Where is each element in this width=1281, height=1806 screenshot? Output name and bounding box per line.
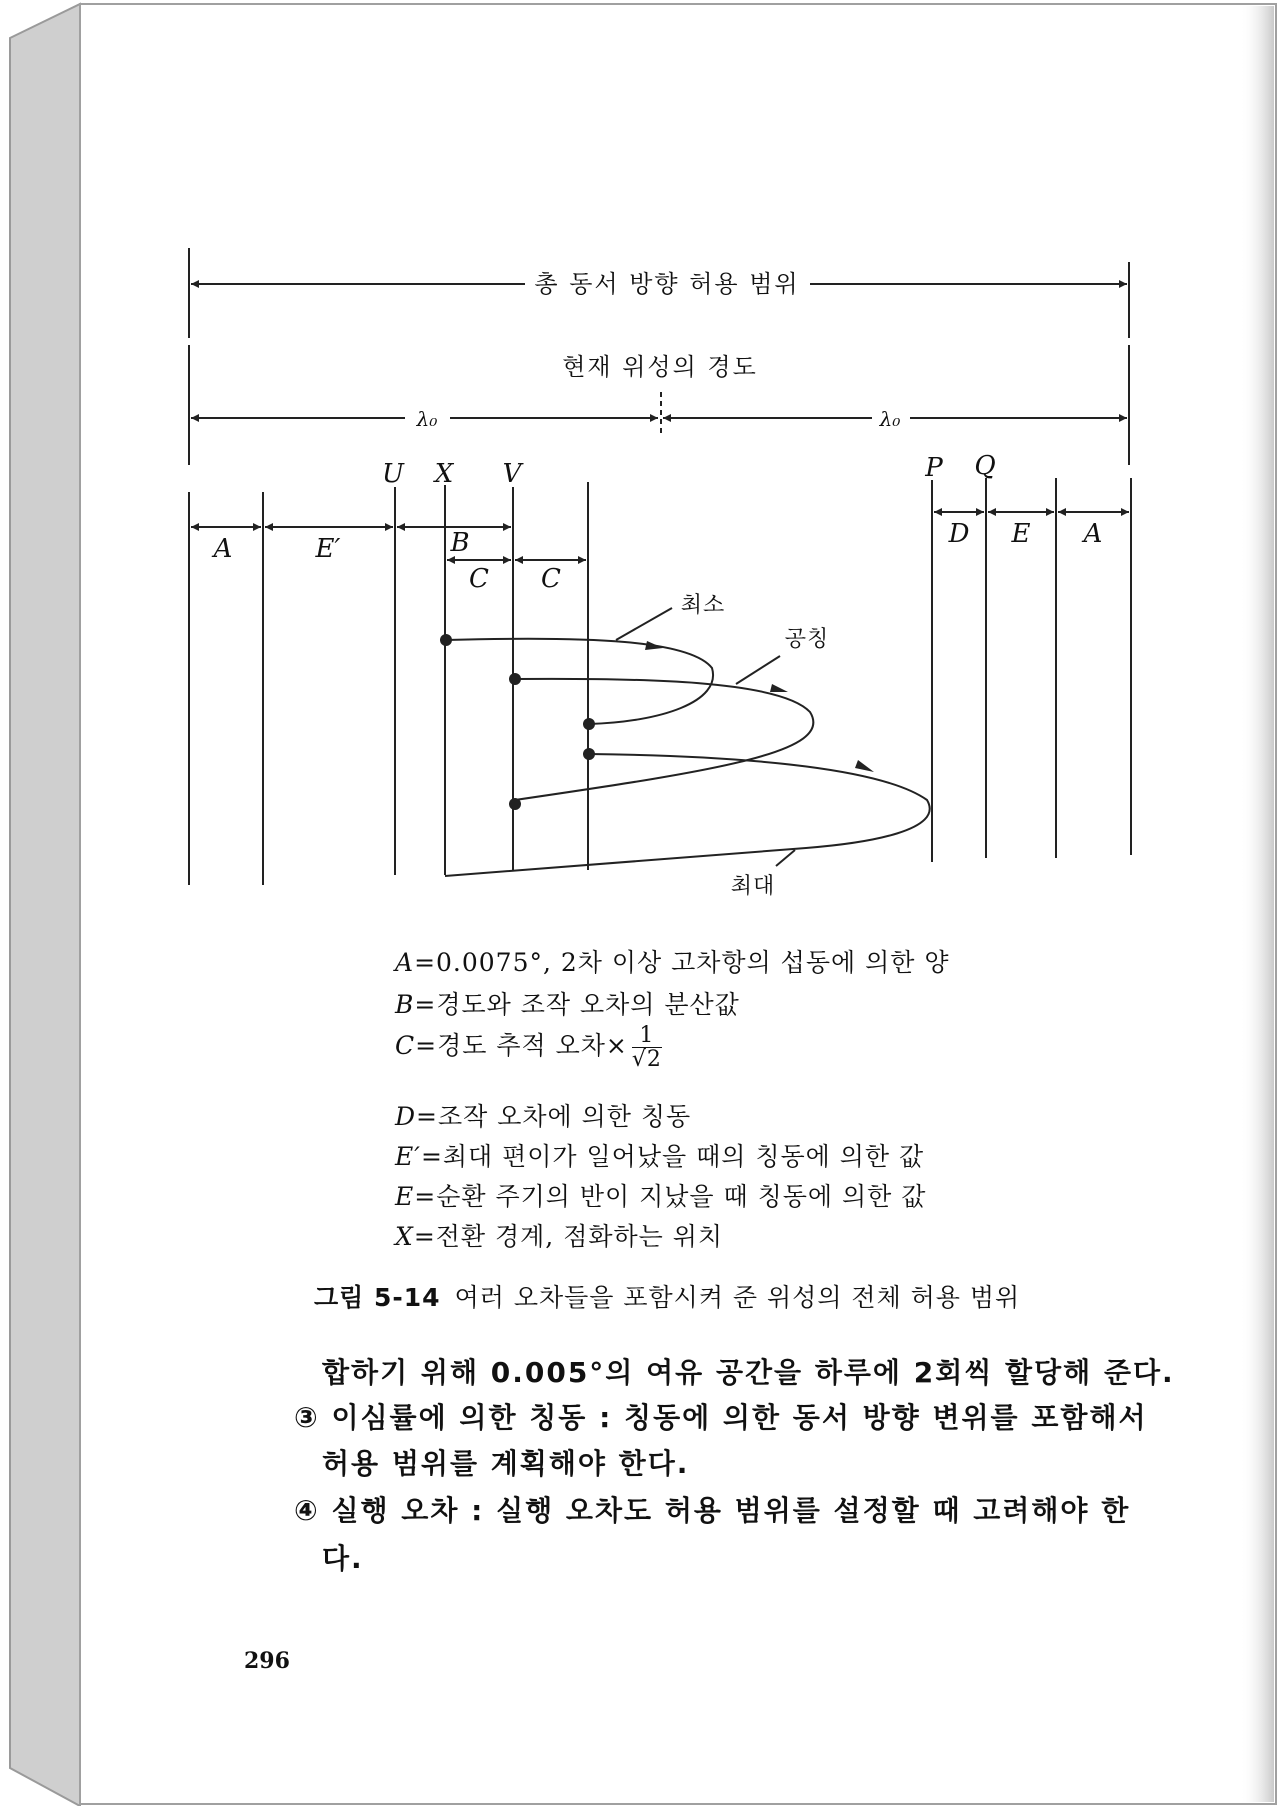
page-number: 296 xyxy=(244,1648,290,1674)
letter-v: V xyxy=(502,459,522,489)
legend-var-a: A xyxy=(395,948,415,977)
caption-text: 여러 오차들을 포함시켜 준 위성의 전체 허용 범위 xyxy=(454,1283,1021,1312)
body-line: ③ 이심률에 의한 칭동 : 칭동에 의한 동서 방향 변위를 포함해서 xyxy=(294,1401,1148,1434)
figure-caption xyxy=(314,1278,1020,1314)
body-line: ④ 실행 오차 : 실행 오차도 허용 범위를 설정할 때 고려해야 한 xyxy=(294,1494,1131,1527)
curve-nominal xyxy=(515,679,813,800)
start-dot xyxy=(509,673,521,685)
caption-label: 그림 5-14 xyxy=(314,1283,441,1312)
start-dot xyxy=(583,748,595,760)
legend-text-c: =경도 추적 오차× xyxy=(415,1031,628,1061)
curve-arrowhead xyxy=(645,641,663,650)
legend-var-e-prime: E′ xyxy=(395,1142,421,1171)
legend-text-e-prime: =최대 편이가 일어났을 때의 칭동에 의한 값 xyxy=(420,1142,925,1171)
legend-text-x: =전환 경계, 점화하는 위치 xyxy=(413,1222,724,1251)
span-label-a-right: A xyxy=(1083,519,1103,549)
legend-line-e-prime xyxy=(395,1137,924,1173)
start-dot xyxy=(583,718,595,730)
span-label-c2: C xyxy=(541,564,561,594)
current-longitude-label: 현재 위성의 경도 xyxy=(562,353,758,381)
legend-line-x xyxy=(395,1217,723,1253)
start-dot xyxy=(440,634,452,646)
fraction xyxy=(632,1024,662,1071)
curve-label-nominal: 공칭 xyxy=(784,627,830,652)
body-line: 허용 범위를 계획해야 한다. xyxy=(322,1447,690,1480)
span-label-d: D xyxy=(948,519,970,549)
letter-u: U xyxy=(382,459,404,489)
lambda-left-label: λ₀ xyxy=(416,407,438,431)
legend-text-e: =순환 주기의 반이 지났을 때 칭동에 의한 값 xyxy=(414,1182,927,1211)
leader-min xyxy=(616,608,672,640)
legend-var-c: C xyxy=(395,1031,416,1061)
curve-arrowhead xyxy=(855,760,874,772)
span-label-e: E xyxy=(1011,519,1031,549)
body-line: 다. xyxy=(322,1542,364,1575)
curve-label-max: 최대 xyxy=(730,874,776,899)
legend-var-e: E xyxy=(395,1182,415,1211)
span-label-e-prime: E′ xyxy=(315,534,341,564)
legend-line-a xyxy=(395,943,949,979)
legend-text-d: =조작 오차에 의한 칭동 xyxy=(416,1102,692,1131)
legend-text-b: =경도와 조작 오차의 분산값 xyxy=(414,990,740,1019)
fraction-numerator: 1 xyxy=(632,1024,662,1048)
legend-var-b: B xyxy=(395,990,415,1019)
legend-text-a: =0.0075°, 2차 이상 고차항의 섭동에 의한 양 xyxy=(414,948,950,977)
lambda-right-label: λ₀ xyxy=(879,407,901,431)
legend-line-c xyxy=(395,1024,662,1071)
legend-line-b xyxy=(395,985,740,1021)
span-label-a-left: A xyxy=(213,534,233,564)
start-dot xyxy=(509,798,521,810)
span-label-c1: C xyxy=(469,564,489,594)
legend-line-e xyxy=(395,1177,926,1213)
leader-max xyxy=(776,850,795,866)
total-range-label: 총 동서 방향 허용 범위 xyxy=(534,270,800,298)
curve-label-min: 최소 xyxy=(680,593,726,618)
legend-var-d: D xyxy=(395,1102,417,1131)
letter-p: P xyxy=(925,453,943,483)
letter-q: Q xyxy=(974,451,996,481)
letter-x: X xyxy=(434,459,454,489)
leader-nominal xyxy=(736,656,780,684)
legend-var-x: X xyxy=(395,1222,414,1251)
legend-line-d xyxy=(395,1097,691,1133)
fraction-denominator: √2 xyxy=(631,1047,662,1073)
span-label-b: B xyxy=(450,528,470,558)
body-line: 합하기 위해 0.005°의 여유 공간을 하루에 2회씩 할당해 준다. xyxy=(322,1356,1175,1389)
curve-arrowhead xyxy=(770,684,788,692)
